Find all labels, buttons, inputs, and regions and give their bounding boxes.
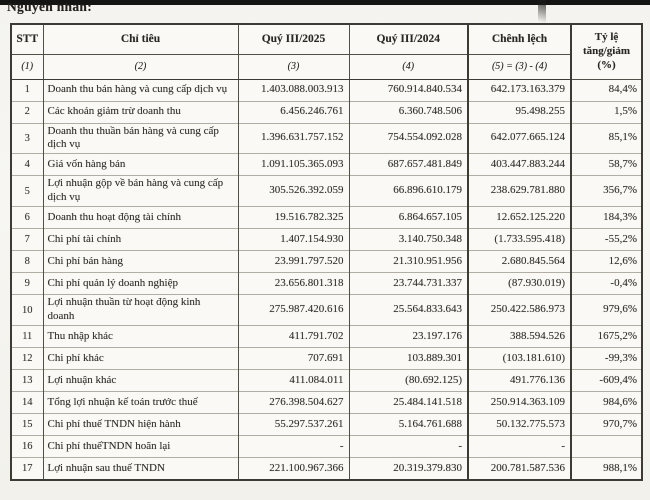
row-pct: 58,7% — [571, 154, 642, 176]
table-row — [11, 154, 642, 176]
table-row — [11, 436, 642, 458]
col-header-q2025: Quý III/2025 — [238, 24, 349, 54]
col-header-ty-le: Tỷ lệ tăng/giảm (%) — [571, 24, 642, 79]
row-label: Doanh thu hoạt động tài chính — [43, 207, 238, 229]
row-diff: 388.594.526 — [468, 326, 571, 348]
financial-table — [10, 23, 643, 481]
row-pct — [571, 436, 642, 458]
row-q2025: 19.516.782.325 — [238, 207, 349, 229]
row-label: Chi phí khác — [43, 348, 238, 370]
row-q2024: 6.360.748.506 — [349, 101, 468, 123]
row-q2024: 21.310.951.956 — [349, 251, 468, 273]
row-label: Tổng lợi nhuận kế toán trước thuế — [43, 392, 238, 414]
row-pct: -55,2% — [571, 229, 642, 251]
row-label: Chi phí tài chính — [43, 229, 238, 251]
row-q2024: (80.692.125) — [349, 370, 468, 392]
row-pct: 1675,2% — [571, 326, 642, 348]
row-label: Thu nhập khác — [43, 326, 238, 348]
row-q2025: 1.403.088.003.913 — [238, 79, 349, 101]
table-row — [11, 326, 642, 348]
subheader-q2024: (4) — [349, 54, 468, 79]
row-stt: 14 — [11, 392, 43, 414]
scan-edge-bar — [0, 0, 650, 5]
row-diff: 642.173.163.379 — [468, 79, 571, 101]
table-row — [11, 392, 642, 414]
row-q2025: 411.791.702 — [238, 326, 349, 348]
subheader-chenh-lech: (5) = (3) - (4) — [468, 54, 571, 79]
row-q2025: 1.407.154.930 — [238, 229, 349, 251]
row-pct: 84,4% — [571, 79, 642, 101]
row-diff: 95.498.255 — [468, 101, 571, 123]
section-heading-text: Nguyên nhân: — [7, 3, 93, 14]
col-header-chi-tieu: Chỉ tiêu — [43, 24, 238, 54]
row-label: Chi phí quản lý doanh nghiệp — [43, 273, 238, 295]
row-diff: (103.181.610) — [468, 348, 571, 370]
subheader-q2025: (3) — [238, 54, 349, 79]
row-label: Doanh thu thuần bán hàng và cung cấp dịch vụ — [43, 123, 238, 154]
table-header — [11, 24, 642, 79]
row-q2024: 687.657.481.849 — [349, 154, 468, 176]
row-pct: 988,1% — [571, 458, 642, 480]
row-q2024: 6.864.657.105 — [349, 207, 468, 229]
row-diff: 642.077.665.124 — [468, 123, 571, 154]
row-stt: 5 — [11, 176, 43, 207]
row-q2024: 103.889.301 — [349, 348, 468, 370]
row-label: Chi phí thuếTNDN hoãn lại — [43, 436, 238, 458]
row-diff: 403.447.883.244 — [468, 154, 571, 176]
row-label: Giá vốn hàng bán — [43, 154, 238, 176]
row-q2025: 55.297.537.261 — [238, 414, 349, 436]
row-diff: 12.652.125.220 — [468, 207, 571, 229]
table-row — [11, 458, 642, 480]
row-pct: 970,7% — [571, 414, 642, 436]
col-header-q2024: Quý III/2024 — [349, 24, 468, 54]
row-label: Chi phí thuế TNDN hiện hành — [43, 414, 238, 436]
row-label: Doanh thu bán hàng và cung cấp dịch vụ — [43, 79, 238, 101]
row-pct: 1,5% — [571, 101, 642, 123]
row-q2025: 23.991.797.520 — [238, 251, 349, 273]
row-q2024: 25.564.833.643 — [349, 295, 468, 326]
row-pct: 85,1% — [571, 123, 642, 154]
row-q2025: 411.084.011 — [238, 370, 349, 392]
row-q2025: 275.987.420.616 — [238, 295, 349, 326]
subheader-stt: (1) — [11, 54, 43, 79]
table-row — [11, 414, 642, 436]
row-q2024: 66.896.610.179 — [349, 176, 468, 207]
table-row — [11, 79, 642, 101]
row-q2024: 3.140.750.348 — [349, 229, 468, 251]
subheader-row — [11, 54, 642, 79]
row-q2025: 305.526.392.059 — [238, 176, 349, 207]
row-stt: 2 — [11, 101, 43, 123]
row-q2024: 760.914.840.534 — [349, 79, 468, 101]
table-row — [11, 295, 642, 326]
table-row — [11, 370, 642, 392]
row-q2025: 221.100.967.366 — [238, 458, 349, 480]
row-label: Lợi nhuận gộp về bán hàng và cung cấp dịch vụ — [43, 176, 238, 207]
row-diff: 250.422.586.973 — [468, 295, 571, 326]
row-stt: 15 — [11, 414, 43, 436]
row-pct: 984,6% — [571, 392, 642, 414]
section-heading — [7, 3, 92, 17]
row-stt: 17 — [11, 458, 43, 480]
row-pct: 12,6% — [571, 251, 642, 273]
row-diff: 491.776.136 — [468, 370, 571, 392]
table-row — [11, 229, 642, 251]
row-pct: -99,3% — [571, 348, 642, 370]
row-q2024: 5.164.761.688 — [349, 414, 468, 436]
row-diff: 50.132.775.573 — [468, 414, 571, 436]
row-stt: 3 — [11, 123, 43, 154]
row-q2024: 23.197.176 — [349, 326, 468, 348]
row-q2025: 707.691 — [238, 348, 349, 370]
row-stt: 11 — [11, 326, 43, 348]
row-q2024: - — [349, 436, 468, 458]
row-diff: 238.629.781.880 — [468, 176, 571, 207]
table-row — [11, 273, 642, 295]
row-stt: 16 — [11, 436, 43, 458]
table-row — [11, 251, 642, 273]
row-stt: 13 — [11, 370, 43, 392]
row-label: Lợi nhuận sau thuế TNDN — [43, 458, 238, 480]
row-q2024: 25.484.141.518 — [349, 392, 468, 414]
row-label: Các khoản giảm trừ doanh thu — [43, 101, 238, 123]
row-stt: 12 — [11, 348, 43, 370]
col-header-chenh-lech: Chênh lệch — [468, 24, 571, 54]
row-q2025: 276.398.504.627 — [238, 392, 349, 414]
row-stt: 4 — [11, 154, 43, 176]
col-header-stt: STT — [11, 24, 43, 54]
row-diff: 2.680.845.564 — [468, 251, 571, 273]
row-stt: 10 — [11, 295, 43, 326]
row-diff: (87.930.019) — [468, 273, 571, 295]
row-pct: 979,6% — [571, 295, 642, 326]
row-stt: 8 — [11, 251, 43, 273]
row-diff: 250.914.363.109 — [468, 392, 571, 414]
row-q2024: 20.319.379.830 — [349, 458, 468, 480]
row-pct: 356,7% — [571, 176, 642, 207]
row-label: Lợi nhuận thuần từ hoạt động kinh doanh — [43, 295, 238, 326]
row-stt: 6 — [11, 207, 43, 229]
row-diff: - — [468, 436, 571, 458]
row-diff: 200.781.587.536 — [468, 458, 571, 480]
subheader-chi-tieu: (2) — [43, 54, 238, 79]
table-row — [11, 176, 642, 207]
table-body — [11, 79, 642, 480]
table-row — [11, 207, 642, 229]
row-label: Lợi nhuận khác — [43, 370, 238, 392]
row-stt: 7 — [11, 229, 43, 251]
row-diff: (1.733.595.418) — [468, 229, 571, 251]
row-pct: -609,4% — [571, 370, 642, 392]
row-label: Chi phí bán hàng — [43, 251, 238, 273]
row-q2025: - — [238, 436, 349, 458]
table-row — [11, 101, 642, 123]
row-q2025: 1.396.631.757.152 — [238, 123, 349, 154]
row-q2024: 754.554.092.028 — [349, 123, 468, 154]
row-q2025: 6.456.246.761 — [238, 101, 349, 123]
row-stt: 1 — [11, 79, 43, 101]
row-stt: 9 — [11, 273, 43, 295]
row-q2025: 1.091.105.365.093 — [238, 154, 349, 176]
table-row — [11, 123, 642, 154]
row-pct: 184,3% — [571, 207, 642, 229]
table-row — [11, 348, 642, 370]
row-q2024: 23.744.731.337 — [349, 273, 468, 295]
row-pct: -0,4% — [571, 273, 642, 295]
header-row — [11, 24, 642, 54]
row-q2025: 23.656.801.318 — [238, 273, 349, 295]
